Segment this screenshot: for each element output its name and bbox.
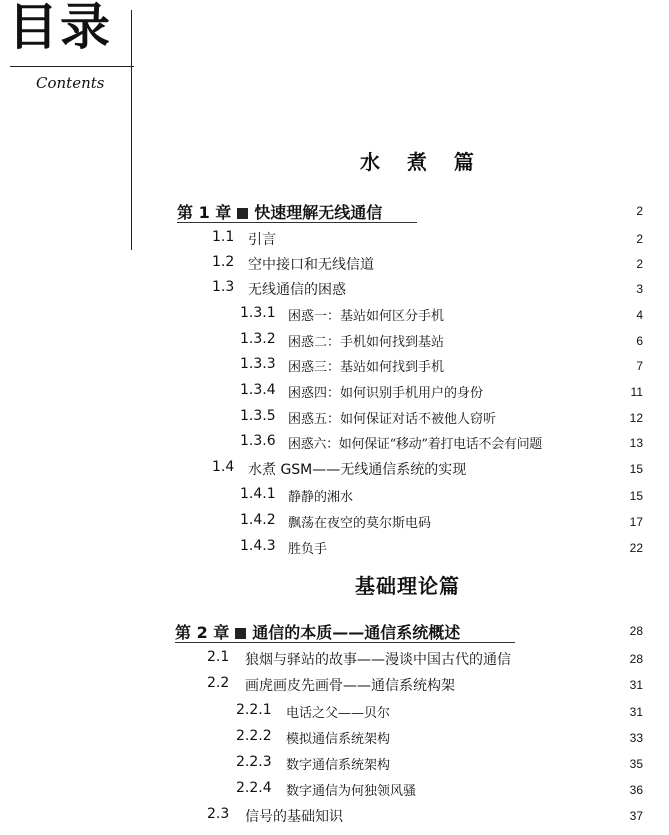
entry-title: 胜负手 <box>288 542 328 557</box>
square-bullet-icon <box>235 628 246 639</box>
entry-page: 3 <box>636 282 643 296</box>
entry-title: 飘荡在夜空的莫尔斯电码 <box>288 516 432 531</box>
entry-number: 1.3 <box>212 279 235 295</box>
entry-title: 水煮 GSM——无线通信系统的实现 <box>248 462 467 478</box>
entry-number: 2.2 <box>207 675 230 691</box>
entry-title: 数字通信系统架构 <box>286 758 391 773</box>
entry-page: 4 <box>636 308 643 322</box>
entry-page: 28 <box>629 624 643 638</box>
entry-page: 7 <box>636 359 643 373</box>
entry-number: 1.2 <box>212 254 235 270</box>
toc-entry-chapter-1[interactable] <box>0 200 669 222</box>
entry-title: 数字通信为何独领风骚 <box>286 784 417 799</box>
entry-page: 11 <box>630 385 643 399</box>
toc-entry-chapter-2[interactable] <box>0 620 669 642</box>
square-bullet-icon <box>237 208 248 219</box>
entry-page: 33 <box>629 731 643 745</box>
entry-number: 2.2.2 <box>236 728 272 744</box>
toc-entry-1-4[interactable] <box>0 459 669 481</box>
entry-number: 1.3.5 <box>240 408 276 424</box>
entry-number: 1.3.6 <box>240 433 276 449</box>
chapter-underline <box>175 642 515 643</box>
entry-title: 快速理解无线通信 <box>254 203 383 222</box>
toc-entry-2-1[interactable] <box>0 649 669 671</box>
toc-entry-1-3-3[interactable] <box>0 356 669 378</box>
entry-number: 2.2.4 <box>236 780 272 796</box>
entry-page: 12 <box>629 411 643 425</box>
part-title-theory: 基础理论篇 <box>355 574 460 598</box>
toc-entry-1-4-3[interactable] <box>0 538 669 560</box>
entry-title: 困惑五：如何保证对话不被他人窃听 <box>288 412 497 427</box>
entry-number: 2.1 <box>207 649 230 665</box>
toc-entry-1-3-4[interactable] <box>0 382 669 404</box>
entry-page: 22 <box>629 541 643 555</box>
entry-title: 画虎画皮先画骨——通信系统构架 <box>245 678 455 694</box>
toc-entry-2-2[interactable] <box>0 675 669 697</box>
entry-number: 1.4.3 <box>240 538 276 554</box>
entry-number: 1.4.2 <box>240 512 276 528</box>
entry-title: 空中接口和无线信道 <box>248 257 374 273</box>
toc-entry-1-3[interactable] <box>0 279 669 301</box>
entry-number: 第 1 章 <box>177 203 232 222</box>
toc-entry-1-3-2[interactable] <box>0 331 669 353</box>
part-title-shuizhu: 水 煮 篇 <box>360 150 484 174</box>
entry-page: 2 <box>636 232 643 246</box>
entry-page: 37 <box>629 809 643 823</box>
contents-title: 目录 <box>8 0 112 56</box>
entry-page: 2 <box>636 257 643 271</box>
toc-entry-1-3-5[interactable] <box>0 408 669 430</box>
entry-page: 28 <box>629 652 643 666</box>
toc-entry-1-2[interactable] <box>0 254 669 276</box>
entry-number: 1.3.2 <box>240 331 276 347</box>
toc-entry-1-3-6[interactable] <box>0 433 669 455</box>
entry-page: 13 <box>629 436 643 450</box>
entry-number: 第 2 章 <box>175 623 230 642</box>
entry-title: 信号的基础知识 <box>245 809 343 825</box>
entry-number: 1.1 <box>212 229 235 245</box>
entry-number: 2.3 <box>207 806 230 822</box>
entry-number: 1.3.3 <box>240 356 276 372</box>
entry-title: 电话之父——贝尔 <box>286 706 391 721</box>
entry-title: 静静的湘水 <box>288 490 354 505</box>
entry-title: 模拟通信系统架构 <box>286 732 391 747</box>
entry-number: 2.2.1 <box>236 702 272 718</box>
entry-page: 31 <box>629 705 643 719</box>
entry-title: 困惑二：手机如何找到基站 <box>288 335 445 350</box>
toc-entry-1-1[interactable] <box>0 229 669 251</box>
entry-page: 35 <box>629 757 643 771</box>
entry-number: 1.3.4 <box>240 382 276 398</box>
entry-page: 6 <box>636 334 643 348</box>
toc-entry-1-3-1[interactable] <box>0 305 669 327</box>
header-rule <box>10 66 134 67</box>
entry-title: 引言 <box>248 232 276 248</box>
entry-title: 困惑四：如何识别手机用户的身份 <box>288 386 484 401</box>
entry-number: 2.2.3 <box>236 754 272 770</box>
toc-entry-1-4-1[interactable] <box>0 486 669 508</box>
entry-title: 通信的本质——通信系统概述 <box>252 623 461 642</box>
toc-entry-1-4-2[interactable] <box>0 512 669 534</box>
entry-title: 困惑六：如何保证“移动”着打电话不会有问题 <box>288 437 542 452</box>
entry-page: 17 <box>629 515 643 529</box>
entry-title: 无线通信的困惑 <box>248 282 346 298</box>
entry-number: 1.4 <box>212 459 235 475</box>
contents-subtitle: Contents <box>36 74 105 92</box>
entry-title: 困惑一：基站如何区分手机 <box>288 309 445 324</box>
entry-title: 困惑三：基站如何找到手机 <box>288 360 445 375</box>
toc-entry-2-2-1[interactable] <box>0 702 669 724</box>
entry-number: 1.3.1 <box>240 305 276 321</box>
entry-page: 36 <box>629 783 643 797</box>
toc-entry-2-2-3[interactable] <box>0 754 669 776</box>
entry-number: 1.4.1 <box>240 486 276 502</box>
toc-entry-2-3[interactable] <box>0 806 669 828</box>
entry-page: 31 <box>629 678 643 692</box>
entry-title: 狼烟与驿站的故事——漫谈中国古代的通信 <box>245 652 511 668</box>
chapter-underline <box>177 222 417 223</box>
toc-entry-2-2-4[interactable] <box>0 780 669 802</box>
toc-entry-2-2-2[interactable] <box>0 728 669 750</box>
entry-page: 15 <box>629 462 643 476</box>
entry-page: 15 <box>629 489 643 503</box>
entry-page: 2 <box>636 204 643 218</box>
